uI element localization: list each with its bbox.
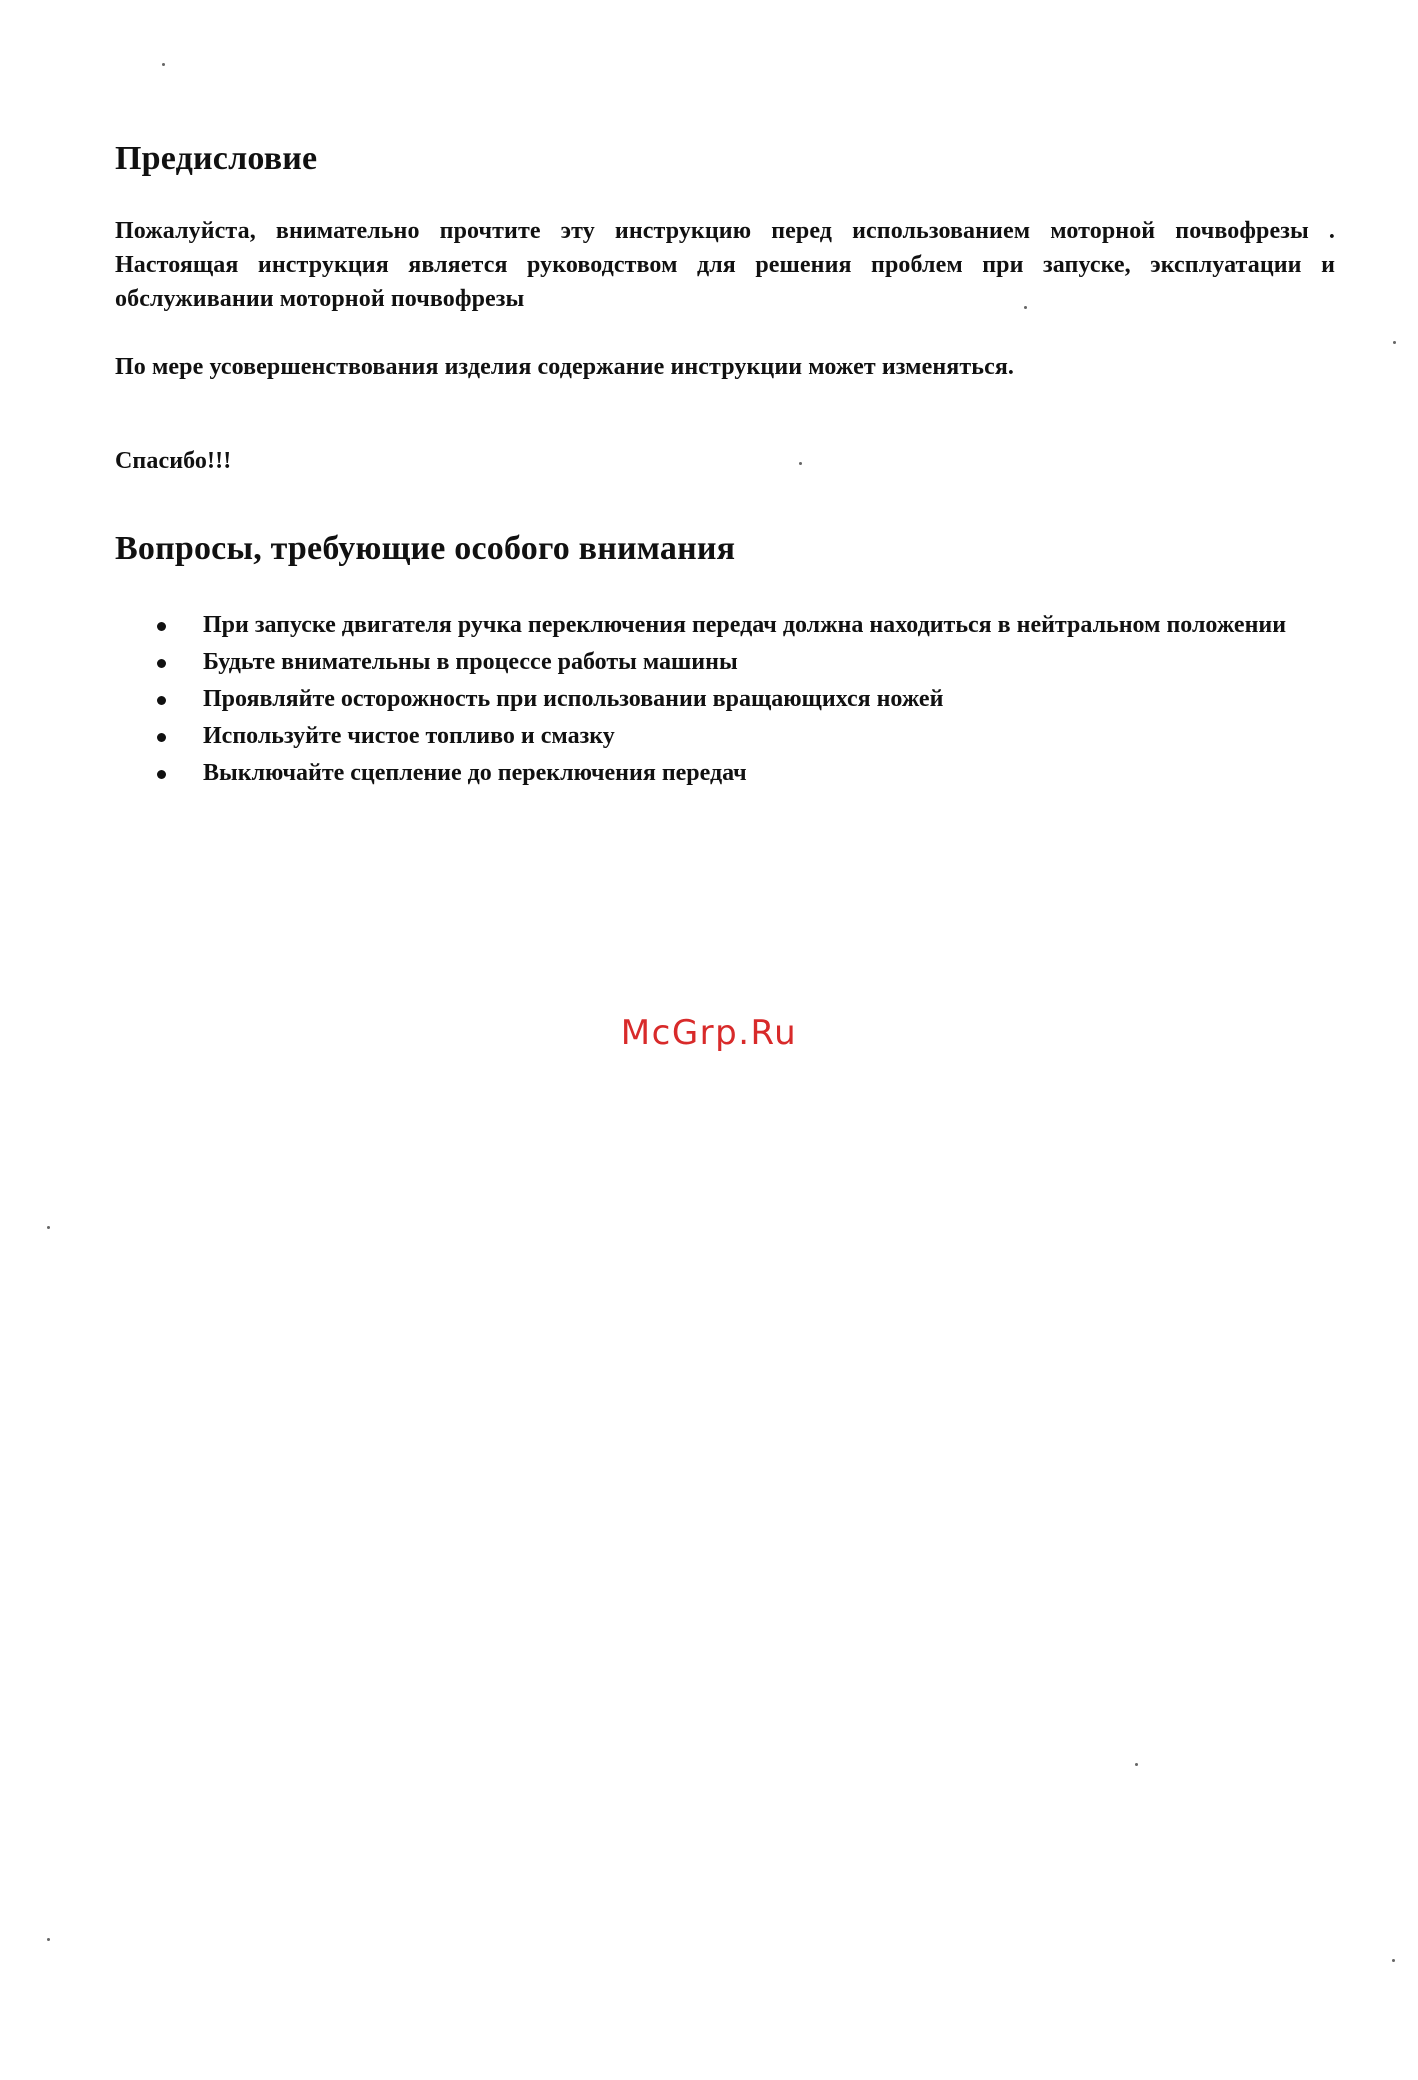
list-item	[115, 682, 1335, 716]
scan-speck	[47, 1938, 50, 1941]
section-title-attention: Вопросы, требующие особого внимания	[115, 530, 736, 567]
list-item-text: При запуске двигателя ручка переключения передач должна находиться в нейтральном положении	[203, 612, 1287, 638]
scan-speck	[47, 1226, 50, 1229]
bullet-icon	[157, 696, 166, 705]
scan-speck	[799, 462, 802, 465]
foreword-paragraph: Пожалуйста, внимательно прочтите эту инструкцию перед использованием моторной почвофрезы . Настоящая инструкция является руководством для решения проблем при запуске, эксплуатации и обслуживании моторной почвофрезы	[115, 218, 1335, 312]
scan-speck	[1392, 1959, 1395, 1962]
list-item	[115, 608, 1335, 642]
scan-speck	[1024, 306, 1027, 309]
scan-speck	[162, 63, 165, 66]
bullet-icon	[157, 659, 166, 668]
bullet-icon	[157, 770, 166, 779]
list-item-text: Будьте внимательны в процессе работы машины	[203, 649, 738, 675]
list-item	[115, 645, 1335, 679]
scan-speck	[1393, 341, 1396, 344]
section-title-foreword: Предисловие	[115, 140, 318, 177]
bullet-icon	[157, 622, 166, 631]
changes-notice-paragraph: По мере усовершенствования изделия содержание инструкции может изменяться.	[115, 354, 1015, 380]
document-content	[115, 140, 1335, 793]
attention-list	[115, 608, 1335, 790]
list-item-text: Выключайте сцепление до переключения передач	[203, 760, 747, 786]
list-item-text: Проявляйте осторожность при использовании вращающихся ножей	[203, 686, 944, 712]
list-item	[115, 756, 1335, 790]
bullet-icon	[157, 733, 166, 742]
scan-speck	[1135, 1763, 1138, 1766]
watermark-text: McGrp.Ru	[620, 1013, 798, 1053]
list-item-text: Используйте чистое топливо и смазку	[203, 723, 615, 749]
list-item	[115, 719, 1335, 753]
thanks-line: Спасибо!!!	[115, 448, 232, 474]
